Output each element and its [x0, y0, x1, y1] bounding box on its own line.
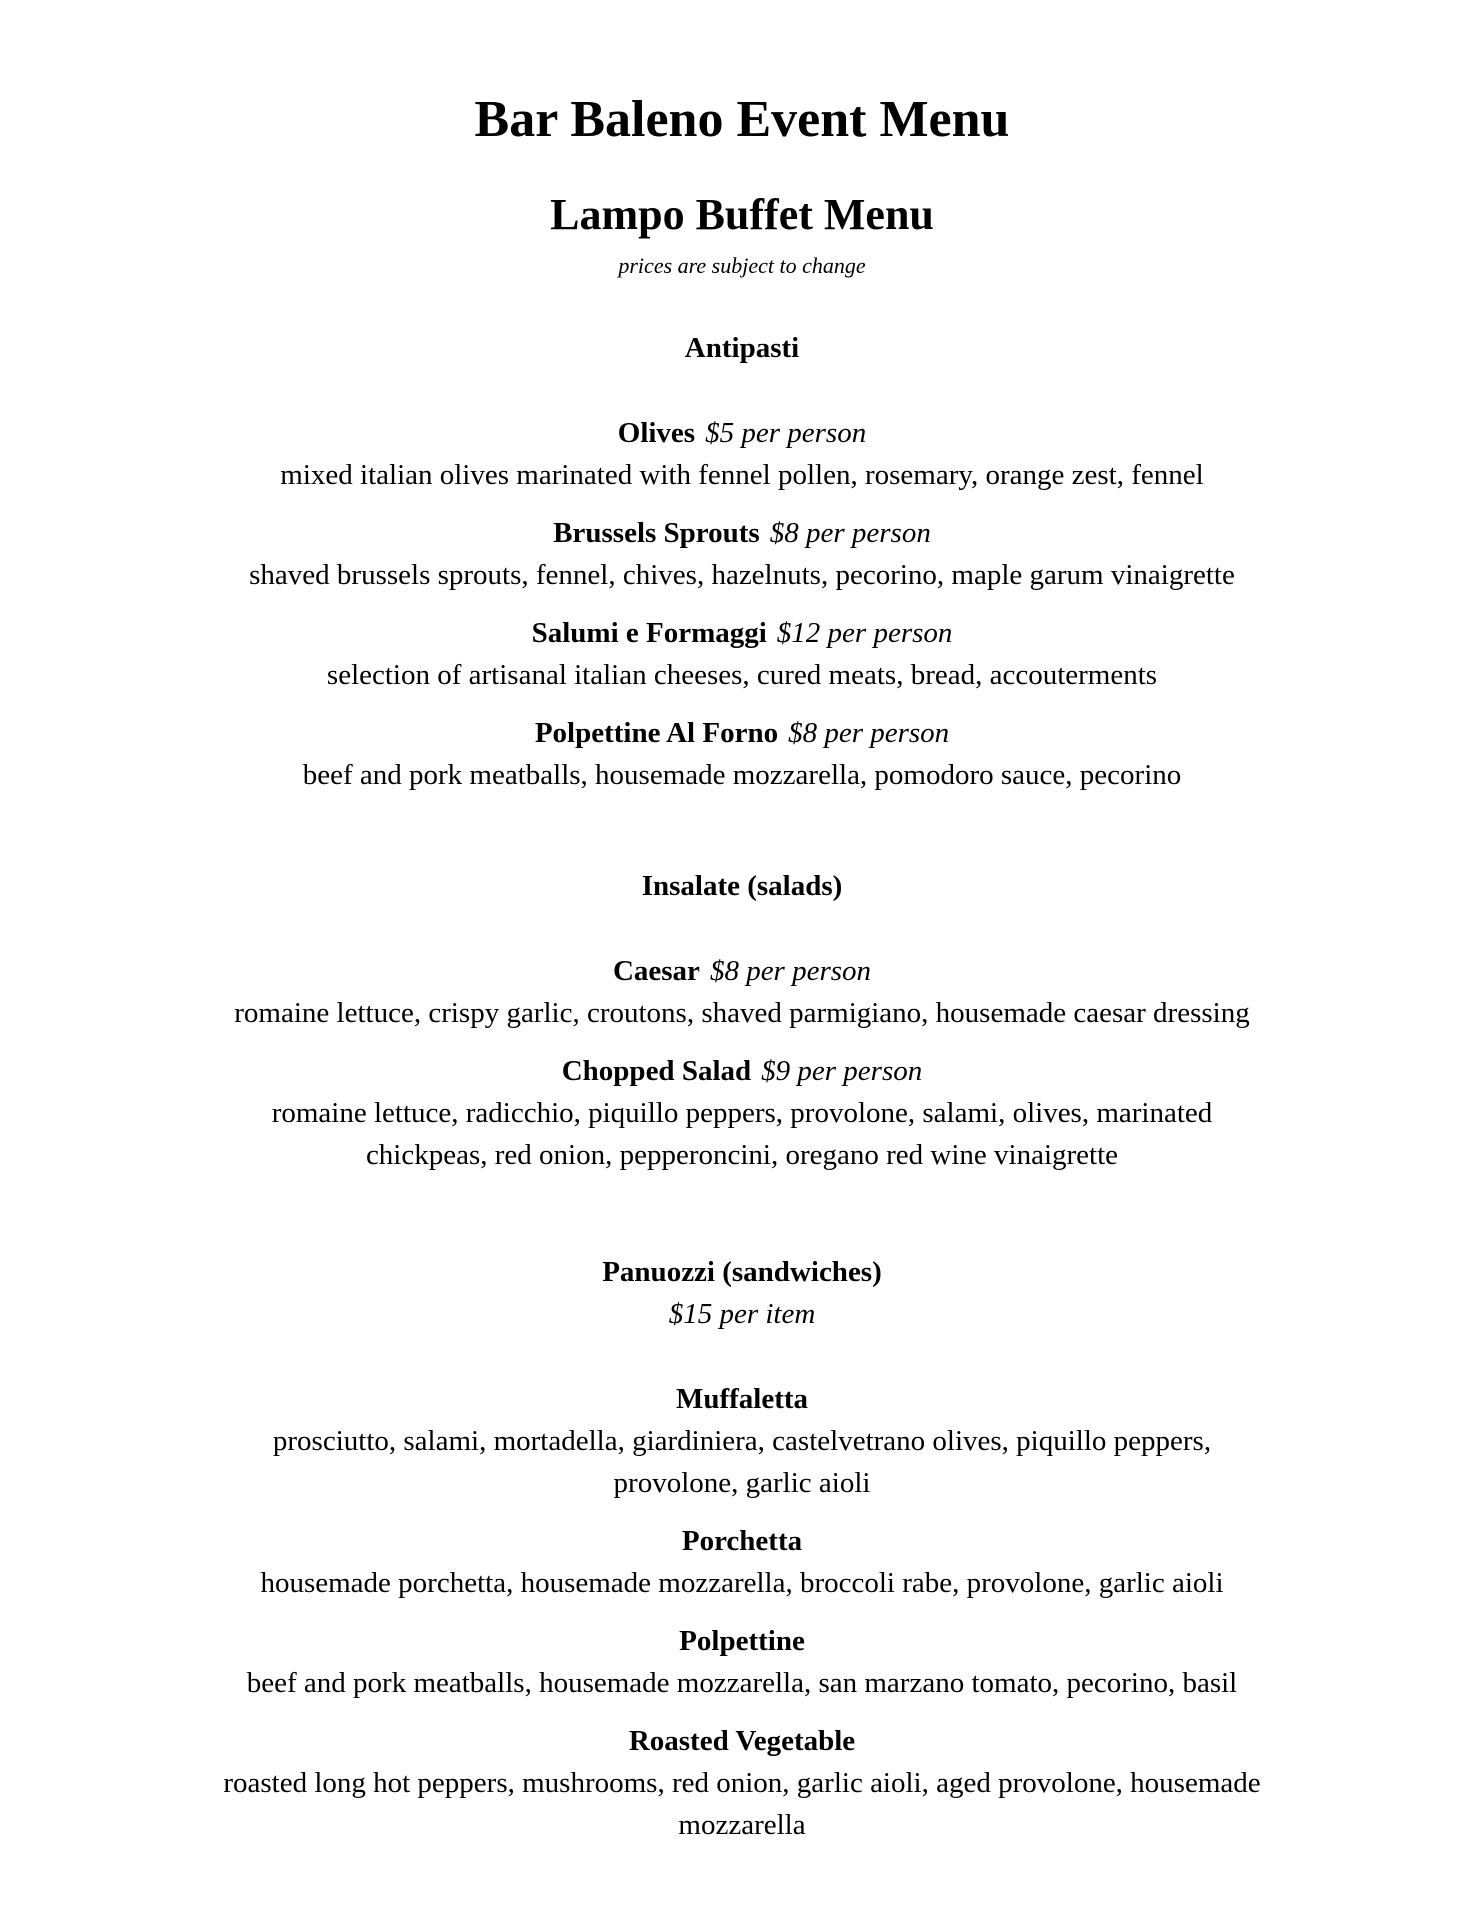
item-price: $8 per person: [709, 955, 872, 987]
section-title-antipasti: Antipasti: [684, 332, 800, 364]
item-description: selection of artisanal italian cheeses, cured meats, bread, accouterments: [326, 659, 1158, 691]
item-description: prosciutto, salami, mortadella, giardiniera, castelvetrano olives, piquillo peppers, provolone, garlic aioli: [272, 1425, 1212, 1499]
item-description: mixed italian olives marinated with fennel pollen, rosemary, orange zest, fennel: [280, 459, 1204, 491]
section-title-insalate: Insalate (salads): [641, 870, 843, 902]
menu-item: [170, 1720, 1314, 1846]
menu-item: [220, 1050, 1264, 1176]
section-title-panuozzi: Panuozzi (sandwiches): [602, 1256, 882, 1288]
item-name: Caesar: [612, 955, 700, 987]
price-disclaimer: prices are subject to change: [618, 253, 866, 278]
menu-item: [150, 512, 1334, 596]
menu-title: Lampo Buffet Menu: [550, 190, 934, 239]
item-name: Polpettine: [679, 1625, 805, 1657]
item-description: roasted long hot peppers, mushrooms, red onion, garlic aioli, aged provolone, housemade mozzarella: [223, 1767, 1261, 1841]
document-title: Bar Baleno Event Menu: [474, 91, 1010, 148]
item-description: housemade porchetta, housemade mozzarella, broccoli rabe, provolone, garlic aioli: [260, 1567, 1224, 1599]
item-description: shaved brussels sprouts, fennel, chives, hazelnuts, pecorino, maple garum vinaigrette: [249, 559, 1235, 591]
menu-item: [150, 412, 1334, 496]
item-description: romaine lettuce, radicchio, piquillo peppers, provolone, salami, olives, marinated chickpeas, red onion, pepperoncini, oregano red wine vinaigrette: [271, 1097, 1213, 1171]
menu-item: [150, 612, 1334, 696]
item-name: Brussels Sprouts: [553, 517, 760, 549]
section-price-panuozzi: $15 per item: [668, 1298, 816, 1330]
item-price: $5 per person: [705, 417, 867, 449]
item-name: Polpettine Al Forno: [534, 717, 779, 749]
item-name: Porchetta: [681, 1525, 803, 1557]
menu-item: [150, 1620, 1334, 1704]
menu-item: [220, 1378, 1264, 1504]
item-name: Muffaletta: [675, 1383, 809, 1415]
item-price: $12 per person: [776, 617, 953, 649]
item-price: $8 per person: [788, 717, 950, 749]
item-name: Roasted Vegetable: [628, 1725, 856, 1757]
menu-item: [150, 1520, 1334, 1604]
item-price: $8 per person: [769, 517, 931, 549]
menu-item: [150, 712, 1334, 796]
menu-item: [150, 950, 1334, 1034]
item-name: Salumi e Formaggi: [531, 617, 767, 649]
item-description: beef and pork meatballs, housemade mozzarella, san marzano tomato, pecorino, basil: [246, 1667, 1238, 1699]
item-description: beef and pork meatballs, housemade mozzarella, pomodoro sauce, pecorino: [302, 759, 1182, 791]
item-name: Olives: [617, 417, 696, 449]
item-description: romaine lettuce, crispy garlic, croutons, shaved parmigiano, housemade caesar dressing: [234, 997, 1250, 1029]
item-name: Chopped Salad: [561, 1055, 752, 1087]
item-price: $9 per person: [761, 1055, 923, 1087]
